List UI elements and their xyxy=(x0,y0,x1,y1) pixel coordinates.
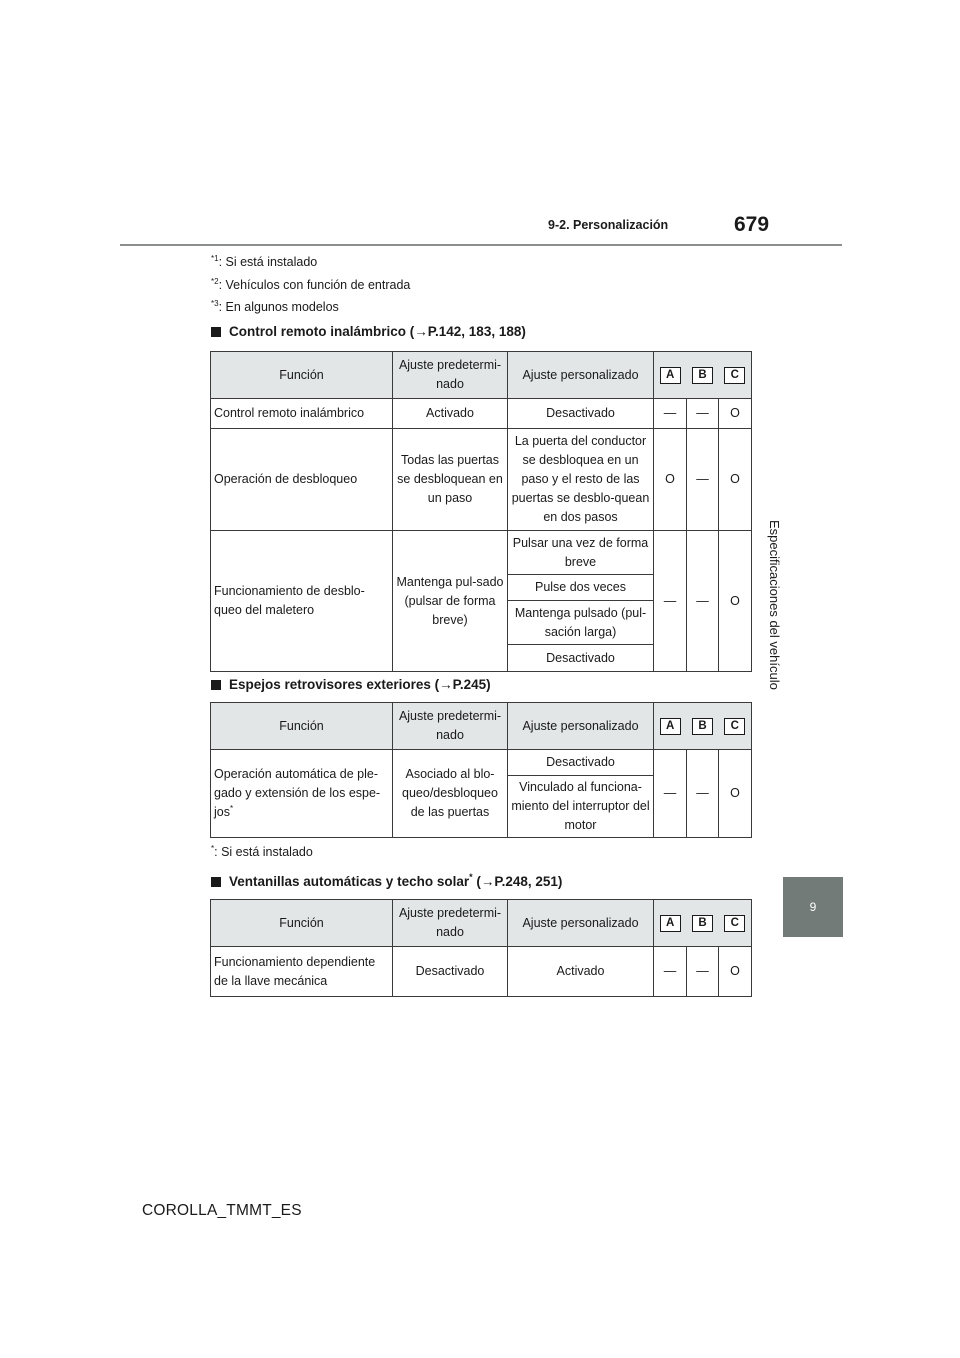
footnote-mark: *2 xyxy=(211,277,219,286)
letter-c-icon: C xyxy=(724,915,745,932)
cell-funcion: Operación de desbloqueo xyxy=(211,429,393,531)
footnote-text: : En algunos modelos xyxy=(218,300,339,314)
col-header-personalizado: Ajuste personalizado xyxy=(508,703,654,750)
table-header-row xyxy=(211,703,752,750)
letter-a-icon: A xyxy=(660,718,681,735)
footnote-3 xyxy=(211,300,339,314)
footnote-mark: * xyxy=(469,871,473,882)
col-header-funcion: Función xyxy=(211,703,393,750)
table-row xyxy=(211,399,752,429)
col-header-predeterminado: Ajuste predetermi-nado xyxy=(393,352,508,399)
col-header-predeterminado: Ajuste predetermi-nado xyxy=(393,900,508,947)
cell-personalizado-option: Vinculado al funciona-miento del interruptor del motor xyxy=(508,776,654,838)
cell-b: — xyxy=(687,399,719,429)
square-bullet-icon xyxy=(211,877,221,887)
footnote-mark: * xyxy=(211,844,215,853)
cell-a: — xyxy=(654,750,687,838)
cell-c: O xyxy=(719,750,752,838)
cell-funcion: Funcionamiento dependiente de la llave mecánica xyxy=(211,947,393,997)
cell-predeterminado: Activado xyxy=(393,399,508,429)
cell-a: — xyxy=(654,947,687,997)
col-header-funcion: Función xyxy=(211,352,393,399)
remote-control-table xyxy=(210,351,752,672)
cell-personalizado-option: Desactivado xyxy=(508,750,654,776)
cell-personalizado: Activado xyxy=(508,947,654,997)
cell-b: — xyxy=(687,531,719,672)
table-header-row xyxy=(211,352,752,399)
chapter-tab xyxy=(783,877,843,937)
cell-a: — xyxy=(654,399,687,429)
cell-b: — xyxy=(687,750,719,838)
cell-personalizado: La puerta del conductor se desbloquea en un paso y el resto de las puertas se desblo-quean en dos pasos xyxy=(508,429,654,531)
section-title: 9-2. Personalización xyxy=(548,218,669,232)
cell-predeterminado: Todas las puertas se desbloquean en un paso xyxy=(393,429,508,531)
col-header-abc xyxy=(654,703,752,750)
cell-funcion: Funcionamiento de desblo-queo del maletero xyxy=(211,531,393,672)
footnote-text: : Vehículos con función de entrada xyxy=(218,278,411,292)
col-header-personalizado: Ajuste personalizado xyxy=(508,352,654,399)
page-number: 679 xyxy=(734,213,770,236)
table-row xyxy=(211,947,752,997)
cell-b: — xyxy=(687,429,719,531)
letter-a-icon: A xyxy=(660,367,681,384)
cell-c: O xyxy=(719,399,752,429)
footnote-1 xyxy=(211,255,317,269)
mirrors-footnote xyxy=(211,845,313,859)
section-heading-text: Espejos retrovisores exteriores (→P.245) xyxy=(229,677,491,692)
letter-c-icon: C xyxy=(724,718,745,735)
cell-c: O xyxy=(719,947,752,997)
document-code: COROLLA_TMMT_ES xyxy=(142,1202,302,1219)
table-header-row xyxy=(211,900,752,947)
section-heading-ref: (→P.248, 251) xyxy=(472,874,563,889)
footnote-text: : Si está instalado xyxy=(218,255,318,269)
letter-c-icon: C xyxy=(724,367,745,384)
footnote-mark: *3 xyxy=(211,299,219,308)
table-row xyxy=(211,429,752,531)
cell-a: O xyxy=(654,429,687,531)
col-header-personalizado: Ajuste personalizado xyxy=(508,900,654,947)
letter-b-icon: B xyxy=(692,718,713,735)
section-heading-text: Ventanillas automáticas y techo solar xyxy=(229,874,470,889)
cell-personalizado-option: Desactivado xyxy=(508,645,654,672)
cell-predeterminado: Asociado al blo-queo/desbloqueo de las puertas xyxy=(393,750,508,838)
cell-funcion: Control remoto inalámbrico xyxy=(211,399,393,429)
letter-b-icon: B xyxy=(692,915,713,932)
header-divider xyxy=(120,244,842,246)
table-row xyxy=(211,531,752,575)
table-row xyxy=(211,750,752,776)
cell-b: — xyxy=(687,947,719,997)
square-bullet-icon xyxy=(211,680,221,690)
section-heading-mirrors xyxy=(211,677,491,692)
section-heading-text: Control remoto inalámbrico (→P.142, 183, 188) xyxy=(229,324,526,339)
col-header-predeterminado: Ajuste predetermi-nado xyxy=(393,703,508,750)
footnote-mark: * xyxy=(229,803,234,813)
letter-b-icon: B xyxy=(692,367,713,384)
cell-c: O xyxy=(719,429,752,531)
col-header-abc xyxy=(654,900,752,947)
cell-funcion-text: Operación automática de ple-gado y extensión de los espe-jos xyxy=(214,766,381,819)
col-header-funcion: Función xyxy=(211,900,393,947)
footnote-2 xyxy=(211,278,410,292)
cell-personalizado-option: Pulsar una vez de forma breve xyxy=(508,531,654,575)
windows-table xyxy=(210,899,752,997)
chapter-number: 9 xyxy=(809,900,817,914)
chapter-label-text: Especificaciones del vehículo xyxy=(767,520,782,690)
cell-c: O xyxy=(719,531,752,672)
cell-predeterminado: Mantenga pul-sado (pulsar de forma breve) xyxy=(393,531,508,672)
cell-predeterminado: Desactivado xyxy=(393,947,508,997)
footnote-mark: *1 xyxy=(211,254,219,263)
footnote-text: : Si está instalado xyxy=(214,845,313,859)
section-heading-remote xyxy=(211,324,526,339)
square-bullet-icon xyxy=(211,327,221,337)
section-heading-windows xyxy=(211,871,563,889)
col-header-abc xyxy=(654,352,752,399)
letter-a-icon: A xyxy=(660,915,681,932)
cell-funcion xyxy=(211,750,393,838)
cell-a: — xyxy=(654,531,687,672)
cell-personalizado-option: Mantenga pulsado (pul-sación larga) xyxy=(508,601,654,645)
cell-personalizado-option: Pulse dos veces xyxy=(508,575,654,601)
cell-personalizado: Desactivado xyxy=(508,399,654,429)
mirrors-table xyxy=(210,702,752,838)
